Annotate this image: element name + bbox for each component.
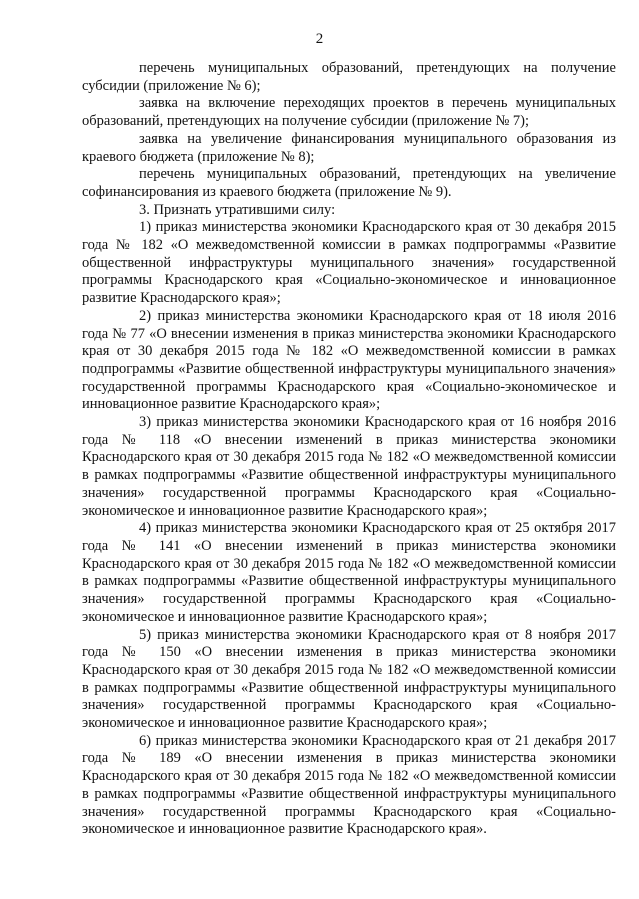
paragraph-appendix-6: перечень муниципальных образований, претендующих на получение субсидии (приложение № 6);: [82, 60, 616, 94]
paragraph-order-5: 5) приказ министерства экономики Краснодарского края от 8 ноября 2017 года № 150 «О внесении изменения в приказ министерства экономики Краснодарского края от 30 декабря 2015 года № 182 «О межведомственной комиссии в рамках подпрограммы «Развитие общественной инфраструктуры муниципального значения» государственной программы Краснодарского края «Социально-экономическое и инновационное развитие Краснодарского края»;: [82, 626, 616, 732]
paragraph-order-6: 6) приказ министерства экономики Краснодарского края от 21 декабря 2017 года № 189 «О внесении изменения в приказ министерства экономики Краснодарского края от 30 декабря 2015 года № 182 «О межведомственной комиссии в рамках подпрограммы «Развитие общественной инфраструктуры муниципального значения» государственной программы Краснодарского края «Социально-экономическое и инновационное развитие Краснодарского края».: [82, 732, 616, 838]
paragraph-appendix-9: перечень муниципальных образований, претендующих на увеличение софинансирования из краевого бюджета (приложение № 9).: [82, 166, 616, 200]
document-body: [82, 60, 616, 839]
page-number: 2: [315, 31, 324, 47]
paragraph-order-4: 4) приказ министерства экономики Краснодарского края от 25 октября 2017 года № 141 «О внесении изменений в приказ министерства экономики Краснодарского края от 30 декабря 2015 года № 182 «О межведомственной комиссии в рамках подпрограммы «Развитие общественной инфраструктуры муниципального значения» государственной программы Краснодарского края «Социально-экономическое и инновационное развитие Краснодарского края»;: [82, 520, 616, 625]
paragraph-appendix-8: заявка на увеличение финансирования муниципального образования из краевого бюджета (приложение № 8);: [82, 130, 616, 165]
paragraph-order-3: 3) приказ министерства экономики Краснодарского края от 16 ноября 2016 года № 118 «О внесении изменений в приказ министерства экономики Краснодарского края от 30 декабря 2015 года № 182 «О межведомственной комиссии в рамках подпрограммы «Развитие общественной инфраструктуры муниципального значения» государственной программы Краснодарского края «Социально-экономическое и инновационное развитие Краснодарского края»;: [82, 414, 616, 519]
paragraph-section-3-heading: 3. Признать утратившими силу:: [139, 201, 336, 218]
paragraph-order-2: 2) приказ министерства экономики Краснодарского края от 18 июля 2016 года № 77 «О внесении изменения в приказ министерства экономики Краснодарского края от 30 декабря 2015 года № 182 «О межведомственной комиссии в рамках подпрограммы «Развитие общественной инфраструктуры муниципального значения» государственной программы Краснодарского края «Социально-экономическое и инновационное развитие Краснодарского края»;: [82, 307, 616, 413]
paragraph-order-1: 1) приказ министерства экономики Краснодарского края от 30 декабря 2015 года № 182 «О межведомственной комиссии в рамках подпрограммы «Развитие общественной инфраструктуры муниципального значения» государственной программы Краснодарского края «Социально-экономическое и инновационное развитие Краснодарского края»;: [82, 219, 616, 307]
paragraph-appendix-7: заявка на включение переходящих проектов в перечень муниципальных образований, претендующих на получение субсидии (приложение № 7);: [82, 95, 616, 130]
